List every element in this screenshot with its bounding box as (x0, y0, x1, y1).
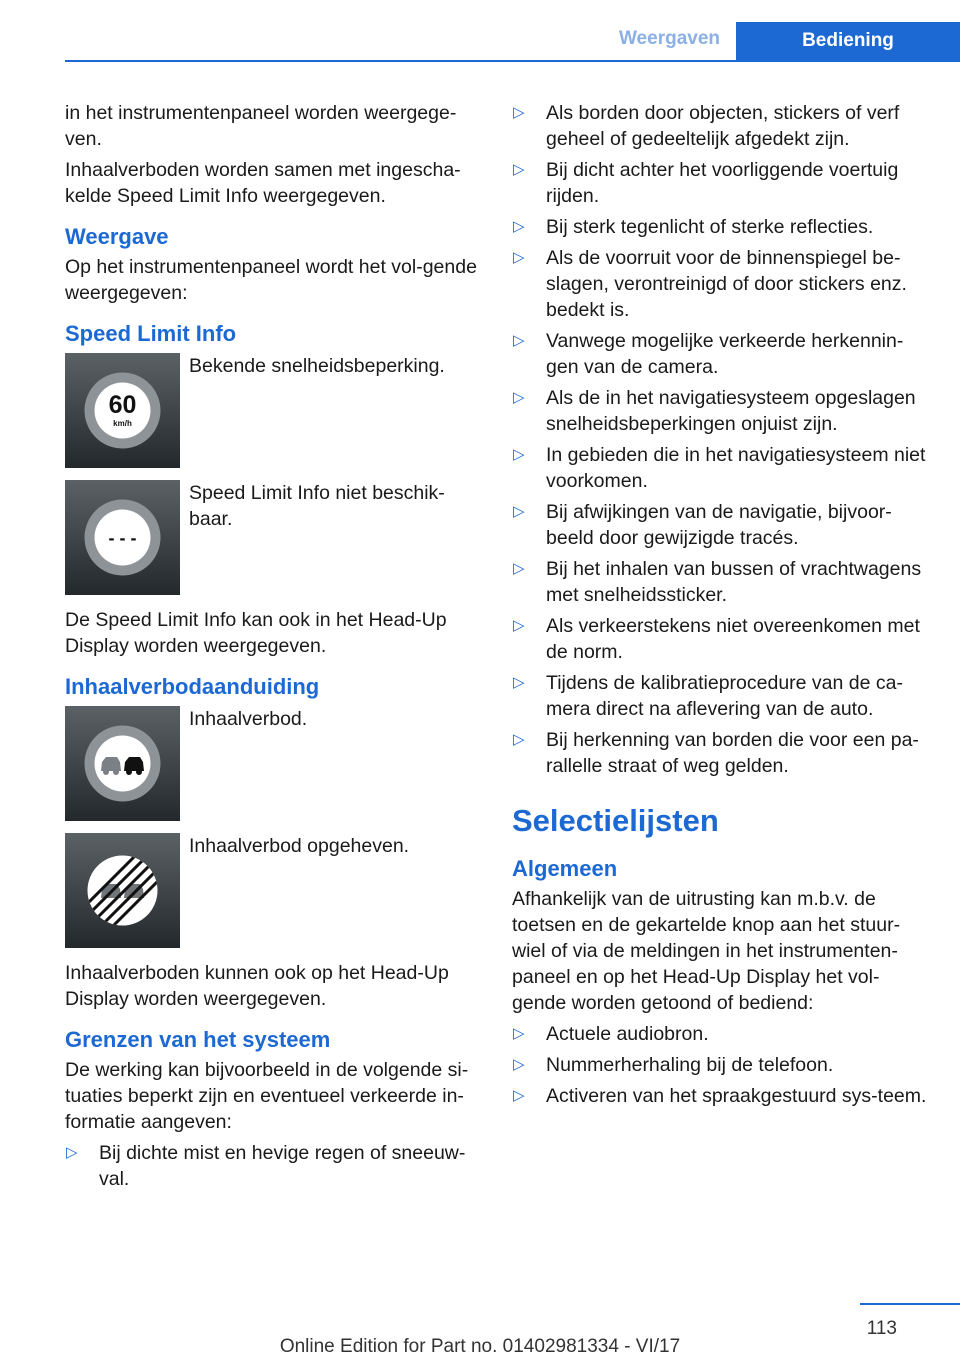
list-item-text: Als de in het navigatiesysteem opgeslagen snelheidsbeperkingen onjuist zijn. (546, 387, 916, 435)
list-item (512, 442, 930, 494)
bullet-triangle-icon: ▷ (513, 446, 525, 463)
speed-limit-value: 60 (108, 391, 137, 419)
bullet-triangle-icon: ▷ (513, 503, 525, 520)
paragraph: in het instrumentenpaneel worden weergege-ven. (65, 102, 457, 150)
list-item (512, 613, 930, 665)
bullet-triangle-icon: ▷ (513, 1087, 525, 1104)
sign-row-speed-known (65, 353, 477, 468)
paragraph: De Speed Limit Info kan ook in het Head-Up Display worden weergegeven. (65, 609, 447, 657)
list-item (512, 727, 930, 779)
heading-grenzen-van-het-systeem: Grenzen van het systeem (65, 1027, 331, 1052)
list-item-text: Als de voorruit voor de binnenspiegel be-slagen, verontreinigd of door stickers enz. bedekt is. (546, 247, 907, 321)
list-item (512, 385, 930, 437)
list-item-text: Activeren van het spraakgestuurd sys-teem. (546, 1085, 927, 1107)
bullet-triangle-icon: ▷ (513, 161, 525, 178)
list-item-text: Als verkeerstekens niet overeenkomen met de norm. (546, 615, 920, 663)
header-chapter-tab: Bediening (736, 22, 960, 60)
list-item (512, 1052, 930, 1078)
header-rule (65, 60, 960, 62)
paragraph: Inhaalverboden kunnen ook op het Head-Up Display worden weergegeven. (65, 962, 449, 1010)
list-item-text: Als borden door objecten, stickers of verf geheel of gedeeltelijk afgedekt zijn. (546, 102, 900, 150)
heading-speed-limit-info: Speed Limit Info (65, 321, 237, 346)
list-item-text: Nummerherhaling bij de telefoon. (546, 1054, 834, 1076)
footer-rule (860, 1303, 960, 1305)
no-overtaking-end-sign-icon (65, 833, 180, 948)
sign-description: Inhaalverbod. (189, 708, 308, 730)
bullet-triangle-icon: ▷ (513, 1025, 525, 1042)
heading-selectielijsten: Selectielijsten (512, 803, 719, 838)
bullet-triangle-icon: ▷ (513, 674, 525, 691)
page-number: 113 (866, 1318, 897, 1339)
list-item-text: In gebieden die in het navigatiesysteem niet voorkomen. (546, 444, 926, 492)
list-item-text: Bij afwijkingen van de navigatie, bijvoor-beeld door gewijzigde tracés. (546, 501, 892, 549)
sign-description: Bekende snelheidsbeperking. (189, 355, 445, 377)
list-item-text: Actuele audiobron. (546, 1023, 709, 1045)
paragraph: Afhankelijk van de uitrusting kan m.b.v. de toetsen en de gekartelde knop aan het stuur-wiel of via de meldingen in het instrumenten-paneel en op het Head-Up Display het vol-gende worden getoond of bediend: (512, 888, 901, 1014)
paragraph: Op het instrumentenpaneel wordt het vol-gende weergegeven: (65, 256, 477, 304)
list-item (65, 1140, 477, 1192)
sign-description: Speed Limit Info niet beschik-baar. (189, 482, 445, 530)
speed-limit-placeholder: - - - (108, 528, 137, 548)
edition-footer: Online Edition for Part no. 01402981334 - VI/17 (279, 1336, 681, 1357)
list-item-text: Tijdens de kalibratieprocedure van de ca-mera direct na aflevering van de auto. (546, 672, 903, 720)
header-section-label: Weergaven (618, 28, 720, 49)
bullet-triangle-icon: ▷ (513, 560, 525, 577)
list-item-text: Bij sterk tegenlicht of sterke reflecties. (546, 216, 874, 238)
right-column (512, 100, 930, 1114)
paragraph: Inhaalverboden worden samen met ingescha-kelde Speed Limit Info weergegeven. (65, 159, 461, 207)
left-column (65, 100, 477, 1197)
list-item (512, 245, 930, 323)
speed-limit-sign-icon (65, 353, 180, 468)
list-item (512, 157, 930, 209)
list-item (512, 556, 930, 608)
page-header (0, 0, 960, 62)
list-item (512, 670, 930, 722)
list-item (512, 214, 930, 240)
list-item (512, 499, 930, 551)
heading-inhaalverbodaanduiding: Inhaalverbodaanduiding (65, 674, 320, 699)
bullet-triangle-icon: ▷ (513, 1056, 525, 1073)
sign-row-speed-unavailable (65, 480, 477, 595)
list-item-text: Bij dichte mist en hevige regen of sneeuw-val. (99, 1142, 466, 1190)
bullet-triangle-icon: ▷ (66, 1144, 78, 1161)
sign-row-no-overtaking (65, 706, 477, 821)
list-item-text: Bij dicht achter het voorliggende voertuig rijden. (546, 159, 899, 207)
bullet-triangle-icon: ▷ (513, 731, 525, 748)
speed-limit-unavailable-icon (65, 480, 180, 595)
list-item (512, 1083, 930, 1109)
bullet-triangle-icon: ▷ (513, 332, 525, 349)
bullet-triangle-icon: ▷ (513, 249, 525, 266)
list-item (512, 100, 930, 152)
sign-description: Inhaalverbod opgeheven. (189, 835, 410, 857)
list-item (512, 328, 930, 380)
bullet-triangle-icon: ▷ (513, 389, 525, 406)
no-overtaking-sign-icon (65, 706, 180, 821)
bullet-triangle-icon: ▷ (513, 218, 525, 235)
list-item-text: Vanwege mogelijke verkeerde herkennin-gen van de camera. (546, 330, 904, 378)
sign-row-overtaking-lifted (65, 833, 477, 948)
paragraph: De werking kan bijvoorbeeld in de volgende si-tuaties beperkt zijn en eventueel verkeerde in-formatie aangeven: (65, 1059, 469, 1133)
list-item-text: Bij het inhalen van bussen of vrachtwagens met snelheidssticker. (546, 558, 922, 606)
bullet-triangle-icon: ▷ (513, 617, 525, 634)
heading-weergave: Weergave (65, 224, 169, 249)
heading-algemeen: Algemeen (512, 856, 618, 881)
list-item (512, 1021, 930, 1047)
speed-limit-unit: km/h (113, 419, 132, 428)
list-item-text: Bij herkenning van borden die voor een pa-rallelle straat of weg gelden. (546, 729, 919, 777)
bullet-triangle-icon: ▷ (513, 104, 525, 121)
